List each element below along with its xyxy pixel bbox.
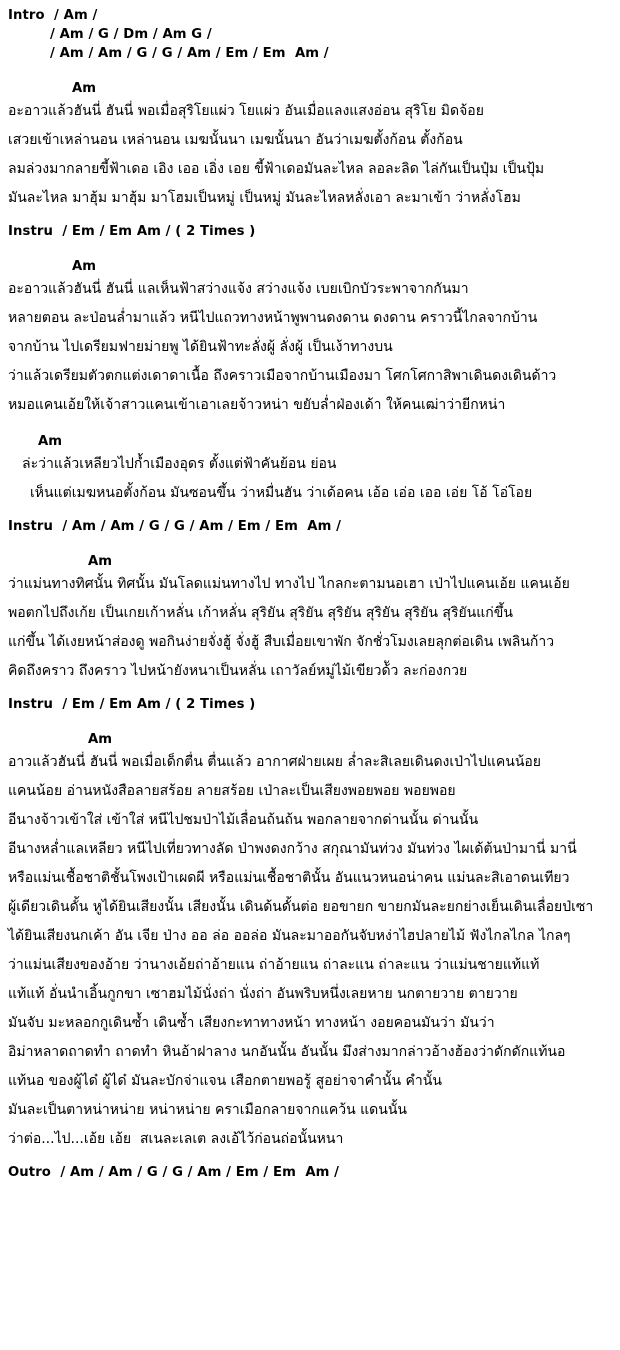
lyric-verse	[0, 259, 620, 420]
chord-progression-line: Outro / Am / Am / G / G / Am / Em / Em Am /	[8, 1165, 340, 1180]
lyric-line: อีนางหล่ำแลเหลียว หนีไปเที่ยวทางลัด ป่าพงดงกว้าง สกุณามันท่วง มันท่วง ไผเด้ต้นป่ามานี่ มานี่	[8, 841, 577, 857]
section-spacer	[0, 1154, 620, 1163]
lyric-line: แท้นอ ของผู้ได๋ ผู้ได๋ มันละบักจ่าแจน เสือกตายพอรู้ สูอย่าจาคำนั้น คำนั้น	[8, 1073, 442, 1089]
section-spacer	[0, 241, 620, 259]
chord-progression-line: Instru / Em / Em Am / ( 2 Times )	[8, 224, 256, 239]
chord-marker: Am	[72, 81, 96, 96]
section-spacer	[0, 686, 620, 695]
lyric-line: หลายตอน ละป่อนล่ำมาแล้ว หนีไปแถวทางหน้าพูพานดงดาน ดงดาน คราวนี้ไกลจากบ้าน	[8, 310, 538, 326]
lyric-line: แก่ขึ้น ได้เงยหน้าส่องดู พอกินง่ายจั่งฮู้ จั่งฮู้ สืบเมื่อยเขาพัก จักชั่วโมงเลยลุกต่อเดิน เพลินก้าว	[8, 634, 555, 650]
lyric-line: ว่าต่อ...ไป...เอ้ย เอ้ย สเนละเลเต ลงเอ้ไว้ก่อนถ่อนั้นหนา	[8, 1131, 344, 1147]
lyric-line: มันละเป็นตาหน่าหน่าย หน่าหน่าย คราเมือกลายจากแคว้น แดนนั้น	[8, 1102, 407, 1118]
lyric-line: ว่าแม่นเสียงของอ้าย ว่านางเอ้ยถ่าอ้ายแน ถ่าอ้ายแน ถ่าละแน ถ่าละแน ว่าแม่นชายแท้แท้	[8, 957, 540, 973]
lyric-line: จากบ้าน ไปเดรียมฟายม่ายพู ได้ยินฟ้าทะลั่งผู้ ลั่งผู้ เป็นเง้าทางบน	[8, 339, 393, 355]
chord-section	[0, 222, 620, 241]
lyric-verse	[0, 732, 620, 1154]
section-spacer	[0, 213, 620, 222]
section-spacer	[0, 536, 620, 554]
chord-section	[0, 695, 620, 714]
section-spacer	[0, 63, 620, 81]
lyric-line: ลมล่วงมากลายขี้ฟ้าเดอ เอิง เออ เอิ่ง เอย ขี้ฟ้าเดอมันละไหล ลอละลิด ไล่กันเป็นปุ๋ม เป็นปุ้ม	[8, 161, 545, 177]
chord-progression-line: / Am / Am / G / G / Am / Em / Em Am /	[50, 46, 329, 61]
lyric-line: เสวยเข้าเหล่านอน เหล่านอน เมฆนั้นนา เมฆนั้นนา อันว่าเมฆตั้งก้อน ตั้งก้อน	[8, 132, 463, 148]
lyric-line: อะอาวแล้วฮันนี่ ฮันนี่ แลเห็นฟ้าสว่างแจ้ง สว่างแจ้ง เบยเบิกบัวระพาจากกันมา	[8, 281, 469, 297]
lyric-line: มันละไหล มาฮุ้ม มาฮุ้ม มาโฮมเป็นหมู่ เป็นหมู่ มันละไหลหลั่งเอา ละมาเข้า ว่าหลั่งโฮม	[8, 190, 521, 206]
lyric-line: คิดถึงคราว ถึงคราว ไปหน้ายังหนาเป็นหลั่น เถาวัลย์หมู่ไม้เขียวด้ัว ละก่องกวย	[8, 663, 468, 679]
chord-section	[0, 1163, 620, 1182]
lyric-line: อีนางจ้าวเข้าใส่ เข้าใส่ หนีไปชมป่าไม้เลื่อนถ้นถ้น พอกลายจากด่านนั้น ด่านนั้น	[8, 812, 479, 828]
lyric-line: หมอแคนเอ้ยให้เจ้าสาวแคนเข้าเอาเลยจ้าวหน่า ขยับล่ำฝ่องเด้า ให้คนเฒ่าว่ายีกหน่า	[8, 397, 506, 413]
lyric-line: แคนน้อย อ่านหนังสือลายสร้อย ลายสร้อย เป่าละเป็นเสียงพอยพอย พอยพอย	[8, 783, 456, 799]
chord-progression-line: Intro / Am /	[8, 8, 98, 23]
lyric-line: ว่าแม่นทางทิศนั้น ทิศนั้น มันโลดแม่นทางไป ทางไป ไกลกะตามนอเฮา เป่าไปแคนเอ้ย แคนเอ้ย	[8, 576, 570, 592]
section-spacer	[0, 508, 620, 517]
chord-section	[0, 517, 620, 536]
chord-progression-line: Instru / Am / Am / G / G / Am / Em / Em Am /	[8, 519, 342, 534]
lyric-line: ล่ะว่าแล้วเหลียวไปก้ำเมืองอุดร ตั้งแต่ฟ้าคันย้อน ย่อน	[22, 456, 337, 472]
lyric-line: อาวแล้วฮันนี่ ฮันนี่ พอเมื่อเด็กตื่น ตื่นแล้ว อากาศฝ่ายเผย ล่ำละสิเลยเดินดงเป่าไปแคนน้อย	[8, 754, 541, 770]
section-spacer	[0, 714, 620, 732]
lyric-line: เห็นแต่เมฆหนอตั้งก้อน มันซอนขึ้น ว่าหมื่นฮัน ว่าเด้อคน เอ้อ เอ่อ เออ เอ่ย โอ้ โอ่โอย	[30, 485, 533, 501]
chord-marker: Am	[72, 259, 96, 274]
lyric-line: พอตกไปถึงเก้ย เป็นเกยเก้าหลั่น เก้าหลั่น สุริยัน สุริยัน สุริยัน สุริยัน สุริยัน สุริยันแก่ขึ้น	[8, 605, 513, 621]
chord-marker: Am	[38, 434, 62, 449]
lyric-line: อิม่าหลาดถาดทำ ถาดทำ หินอ้าฝาลาง นกอันนั้น อันนั้น มึงส่างมากล่าวอ้างฮ้องว่าดักดักแท้นอ	[8, 1044, 566, 1060]
lyric-verse	[0, 554, 620, 686]
chord-progression-line: / Am / G / Dm / Am G /	[50, 27, 212, 42]
lyric-line: หรือแม่นเชื้อชาติชั้นโพงเป้าเผดผี หรือแม่นเชื้อชาตินั้น อันแนวหนอน่าคน แม่นละสิเอาดนเทียว	[8, 870, 570, 886]
lyric-verse	[0, 81, 620, 213]
lyric-line: ได้ยินเสียงนกเค้า อัน เจีย ป่าง ออ ล่อ ออล่อ มันละมาออกันจับหง่าไฮปลายไม้ ฟังไกลไกล ไกลๆ	[8, 928, 571, 944]
lyric-line: ว่าแล้วเดรียมตัวตกแต่งเดาดาเนื้อ ถึงคราวเมือจากบ้านเมืองมา โศกโศกาสิพาเดินดงเดินด้าว	[8, 368, 557, 384]
lyric-verse	[0, 434, 620, 508]
section-spacer	[0, 420, 620, 434]
chord-progression-line: Instru / Em / Em Am / ( 2 Times )	[8, 697, 256, 712]
chord-marker: Am	[88, 554, 112, 569]
chord-marker: Am	[88, 732, 112, 747]
lyric-line: มันจับ มะหลอกกูเดินซ้ำ เดินซ้ำ เสียงกะทาทางหน้า ทางหน้า งอยคอนมันว่า มันว่า	[8, 1015, 495, 1031]
lyric-line: อะอาวแล้วฮันนี่ ฮันนี่ พอเมื่อสุริโยแผ่ว โยแผ่ว อันเมื่อแลงแสงอ่อน สุริโย มิดจ้อย	[8, 103, 484, 119]
chord-section	[0, 6, 620, 63]
lyric-line: แท้แท้ อั่นนำเอิ้นกูกขา เซาฮมไม้นั่งถ่า นั่งถ่า อันพริบหนึ่งเลยหาย นกตายวาย ตายวาย	[8, 986, 518, 1002]
lyric-line: ผู้เดียวเดินดั้น หูได้ยินเสียงนั้น เสียงนั้น เดินด้นดั้นต่อ ยอขายก ขายกมันละยกย่างเย็นเดินเลื่อยป่เซา	[8, 899, 594, 915]
